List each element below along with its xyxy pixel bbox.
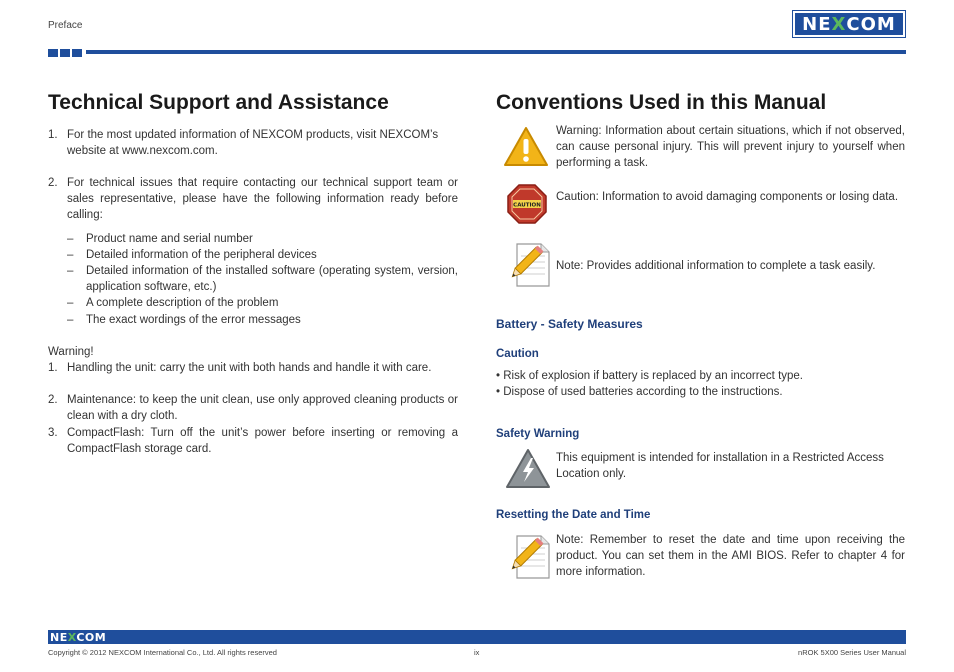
caution-sign-text: CAUTION	[513, 202, 541, 209]
item1-text: For the most updated information of NEXCOM products, visit NEXCOM’s website at www.nexcom.com.	[67, 129, 439, 157]
bullet-dash: –	[67, 249, 74, 261]
battery-heading: Battery - Safety Measures	[496, 317, 643, 331]
bullet-item: Detailed information of the installed software (operating system, version, application software, etc.)	[86, 265, 458, 293]
manual-name: nROK 5X00 Series User Manual	[798, 648, 906, 657]
warning-text: Maintenance: to keep the unit clean, use only approved cleaning products or clean with a dry cloth.	[67, 394, 458, 422]
support-title: Technical Support and Assistance	[48, 91, 389, 114]
reset-text: Note: Remember to reset the date and time upon receiving the product. You can set them in the AMI BIOS. Refer to chapter 4 for more information.	[556, 534, 905, 578]
warning-text: Handling the unit: carry the unit with both hands and handle it with care.	[67, 362, 432, 374]
section-label: Preface	[48, 20, 83, 31]
item1-number: 1.	[48, 129, 58, 141]
bullet-item: Detailed information of the peripheral devices	[86, 249, 317, 261]
logo-text-b: COM	[846, 13, 896, 35]
footer-logo-x: X	[67, 631, 77, 644]
caution-octagon-icon	[506, 183, 548, 227]
bullet-item: Product name and serial number	[86, 233, 253, 245]
warning-text: CompactFlash: Turn off the unit’s power before inserting or removing a CompactFlash storage card.	[67, 427, 458, 455]
caution-convention-text: Caution: Information to avoid damaging components or losing data.	[556, 191, 899, 203]
safety-warning-icon	[505, 448, 551, 490]
item2-number: 2.	[48, 177, 58, 189]
caution-item: • Risk of explosion if battery is replaced by an incorrect type.	[496, 370, 804, 382]
logo-text-a: NE	[802, 13, 832, 35]
warning-number: 3.	[48, 427, 58, 439]
warning-convention-text: Warning: Information about certain situations, which if not observed, can cause personal injury. This will prevent injury to yourself when performing a task.	[556, 125, 905, 169]
footer-logo	[50, 631, 106, 644]
warning-number: 2.	[48, 394, 58, 406]
item2-text: For technical issues that require contacting our technical support team or sales representative, please have the following information ready before calling:	[67, 177, 458, 221]
note-pencil-icon	[505, 242, 551, 288]
footer-bar	[48, 630, 906, 644]
warning-label: Warning!	[48, 346, 94, 358]
bullet-item: The exact wordings of the error messages	[86, 314, 301, 326]
bullet-dash: –	[67, 233, 74, 245]
bullet-dash: –	[67, 297, 74, 309]
bullet-item: A complete description of the problem	[86, 297, 279, 309]
copyright: Copyright © 2012 NEXCOM International Co., Ltd. All rights reserved	[48, 648, 277, 657]
footer-logo-a: NE	[50, 631, 68, 644]
nexcom-logo	[792, 10, 906, 38]
caution-item: • Dispose of used batteries according to the instructions.	[496, 386, 783, 398]
warning-number: 1.	[48, 362, 58, 374]
footer-logo-b: COM	[76, 631, 107, 644]
safety-warning-text: This equipment is intended for installation in a Restricted Access Location only.	[556, 452, 884, 480]
warning-triangle-icon	[503, 125, 549, 169]
note-pencil-icon	[505, 534, 551, 580]
logo-text-x: X	[831, 13, 847, 35]
conventions-title: Conventions Used in this Manual	[496, 91, 827, 114]
caution-heading: Caution	[496, 348, 539, 360]
reset-heading: Resetting the Date and Time	[496, 509, 651, 521]
header-rule	[86, 50, 906, 54]
bullet-dash: –	[67, 314, 74, 326]
note-convention-text: Note: Provides additional information to complete a task easily.	[556, 260, 876, 272]
page-number: ix	[474, 648, 480, 657]
safety-warning-heading: Safety Warning	[496, 428, 580, 440]
bullet-dash: –	[67, 265, 74, 277]
header-squares	[48, 49, 82, 57]
